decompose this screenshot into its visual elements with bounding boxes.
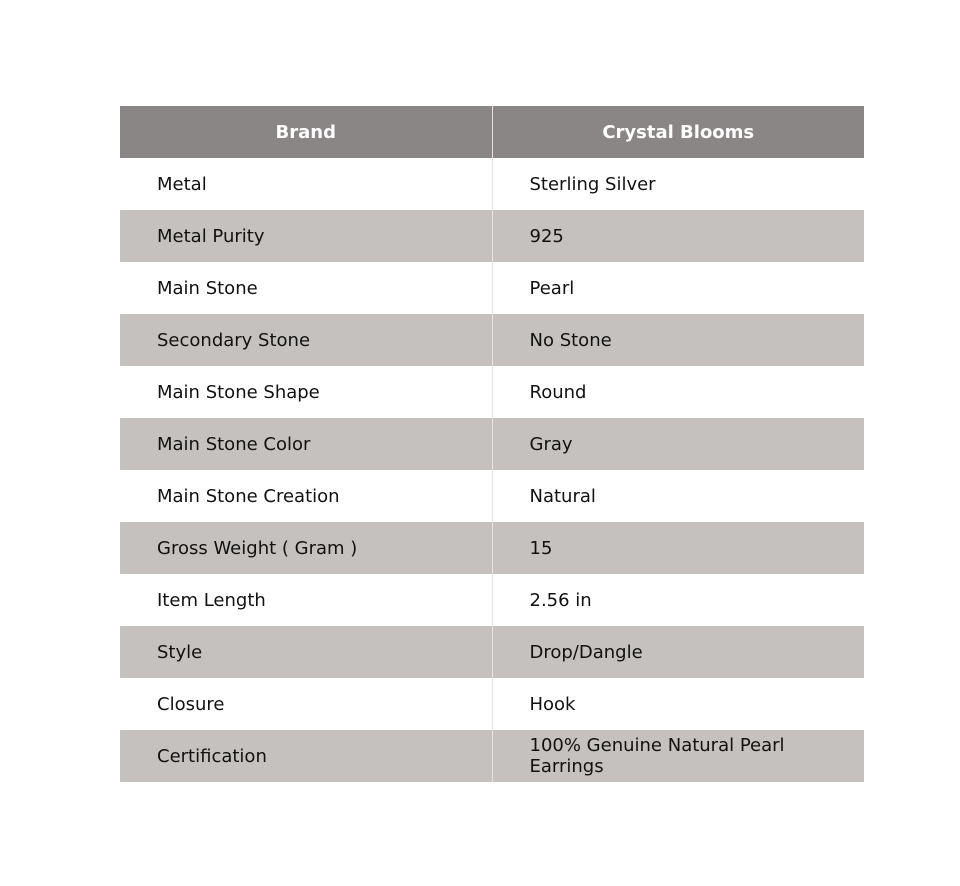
row-label: Main Stone — [120, 262, 492, 314]
table-row — [120, 626, 864, 678]
row-label: Metal — [120, 158, 492, 210]
table-row — [120, 262, 864, 314]
table-row — [120, 470, 864, 522]
row-label: Secondary Stone — [120, 314, 492, 366]
row-label: Closure — [120, 678, 492, 730]
row-value: 100% Genuine Natural Pearl Earrings — [492, 730, 864, 782]
row-label: Main Stone Creation — [120, 470, 492, 522]
table-row — [120, 366, 864, 418]
table-row — [120, 210, 864, 262]
row-value: Gray — [492, 418, 864, 470]
row-label: Certification — [120, 730, 492, 782]
table-row — [120, 678, 864, 730]
header-brand-value: Crystal Blooms — [492, 106, 864, 158]
row-label: Main Stone Color — [120, 418, 492, 470]
row-value: Round — [492, 366, 864, 418]
row-label: Main Stone Shape — [120, 366, 492, 418]
row-value: 15 — [492, 522, 864, 574]
table-row — [120, 418, 864, 470]
table-row — [120, 574, 864, 626]
table-row — [120, 314, 864, 366]
row-value: Drop/Dangle — [492, 626, 864, 678]
row-label: Style — [120, 626, 492, 678]
header-brand-label: Brand — [120, 106, 492, 158]
row-label: Metal Purity — [120, 210, 492, 262]
row-value: Sterling Silver — [492, 158, 864, 210]
table-row — [120, 158, 864, 210]
row-value: 2.56 in — [492, 574, 864, 626]
table-row — [120, 522, 864, 574]
row-label: Gross Weight ( Gram ) — [120, 522, 492, 574]
table-row — [120, 730, 864, 782]
row-value: No Stone — [492, 314, 864, 366]
row-value: 925 — [492, 210, 864, 262]
row-value: Natural — [492, 470, 864, 522]
table-header-row — [120, 106, 864, 158]
row-label: Item Length — [120, 574, 492, 626]
row-value: Pearl — [492, 262, 864, 314]
product-spec-table — [120, 106, 864, 782]
row-value: Hook — [492, 678, 864, 730]
